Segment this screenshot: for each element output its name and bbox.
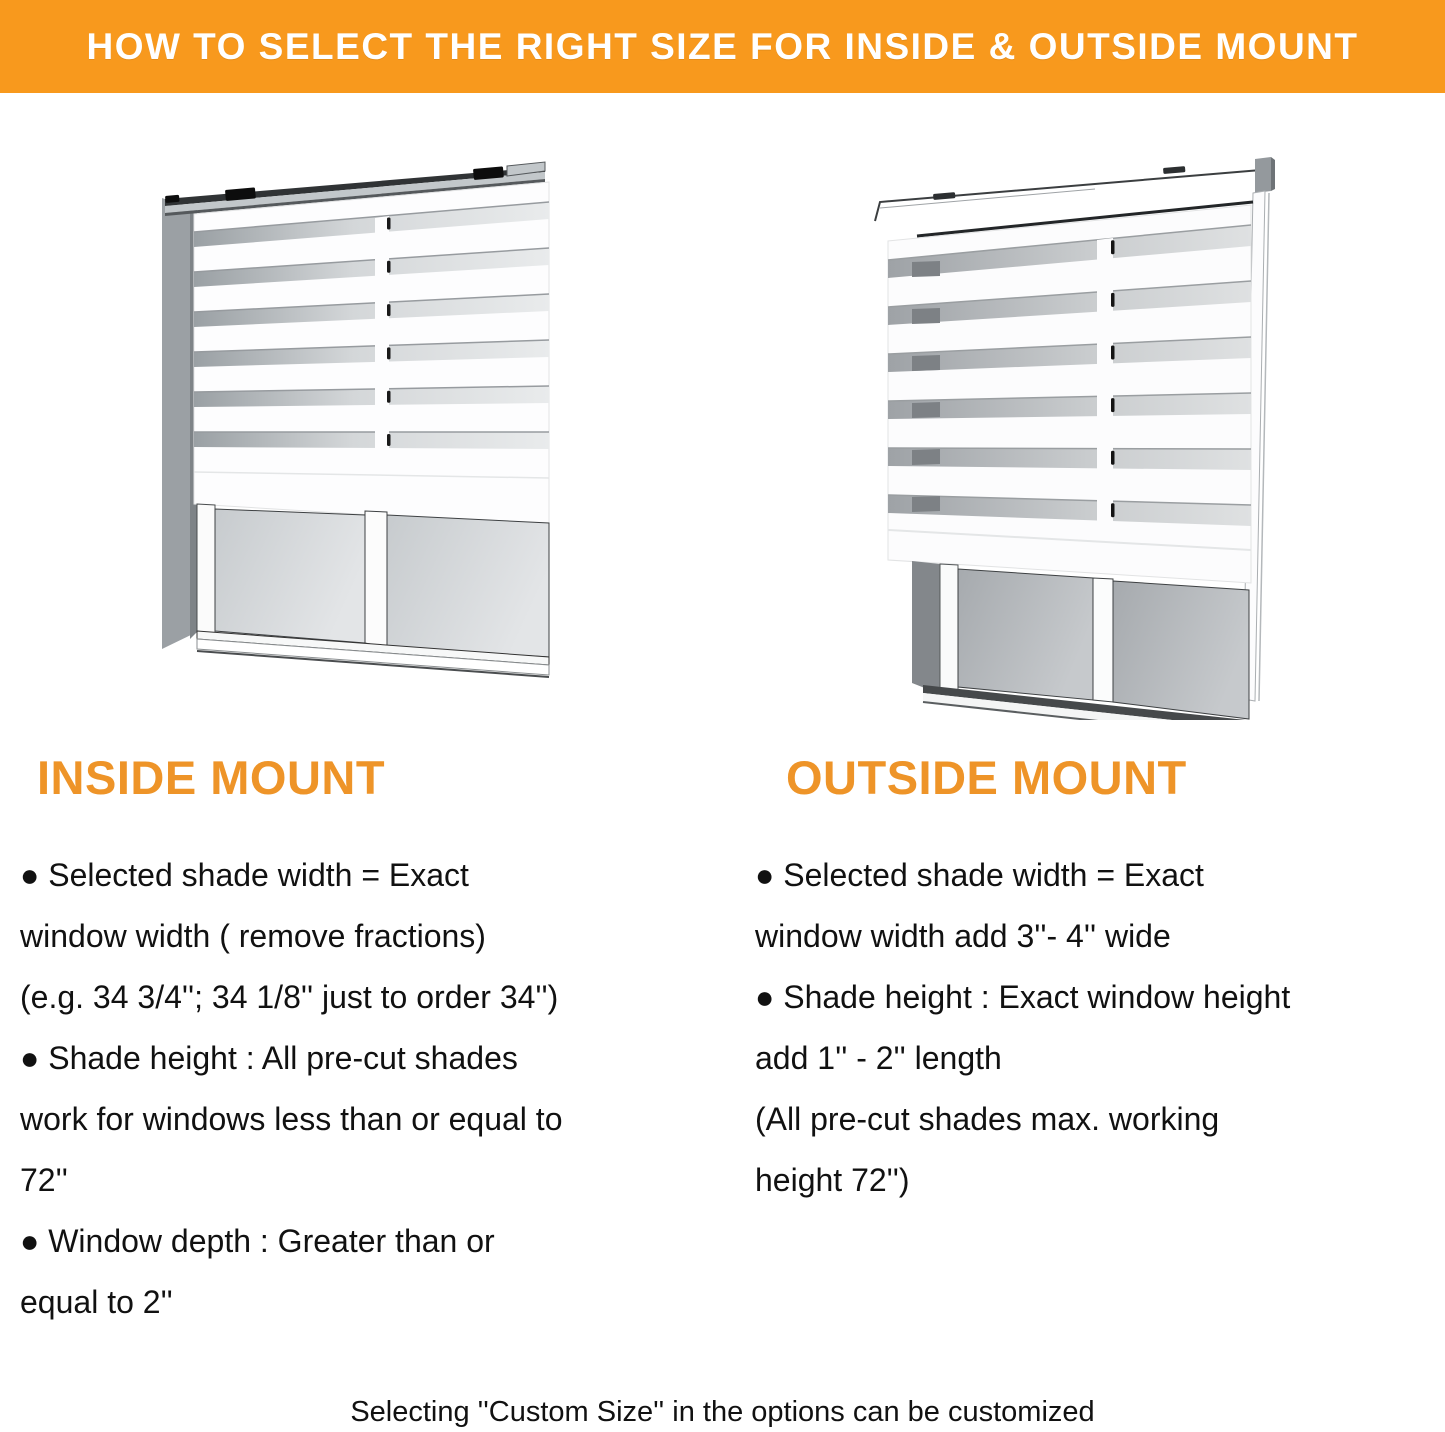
spec-line: ● Window depth : Greater than or [20, 1223, 495, 1259]
spec-line: height 72'') [755, 1162, 910, 1198]
banner [0, 0, 1445, 93]
spec-line: work for windows less than or equal to [20, 1101, 563, 1137]
outside-mount-illustration [865, 145, 1275, 720]
banner-title: HOW TO SELECT THE RIGHT SIZE FOR INSIDE & OUTSIDE MOUNT [86, 25, 1359, 67]
outside-mount-specs [755, 845, 1445, 1211]
spec-line: ● Selected shade width = Exact [20, 857, 469, 893]
spec-line: (All pre-cut shades max. working [755, 1101, 1220, 1137]
footer-note: Selecting ''Custom Size'' in the options can be customized [350, 1396, 1095, 1428]
spec-line: ● Shade height : Exact window height [755, 979, 1291, 1015]
spec-line: ● Selected shade width = Exact [755, 857, 1204, 893]
inside-mount-specs [20, 845, 720, 1333]
spec-line: window width ( remove fractions) [20, 918, 486, 954]
spec-line: window width add 3''- 4'' wide [755, 918, 1171, 954]
spec-line: ● Shade height : All pre-cut shades [20, 1040, 518, 1076]
spec-line: (e.g. 34 3/4''; 34 1/8'' just to order 34'') [20, 979, 559, 1015]
inside-mount-illustration [157, 152, 557, 717]
outside-mount-title: OUTSIDE MOUNT [786, 751, 1187, 804]
spec-line: 72'' [20, 1162, 68, 1198]
spec-line: add 1'' - 2'' length [755, 1040, 1002, 1076]
spec-line: equal to 2'' [20, 1284, 173, 1320]
inside-mount-title: INSIDE MOUNT [37, 751, 386, 804]
